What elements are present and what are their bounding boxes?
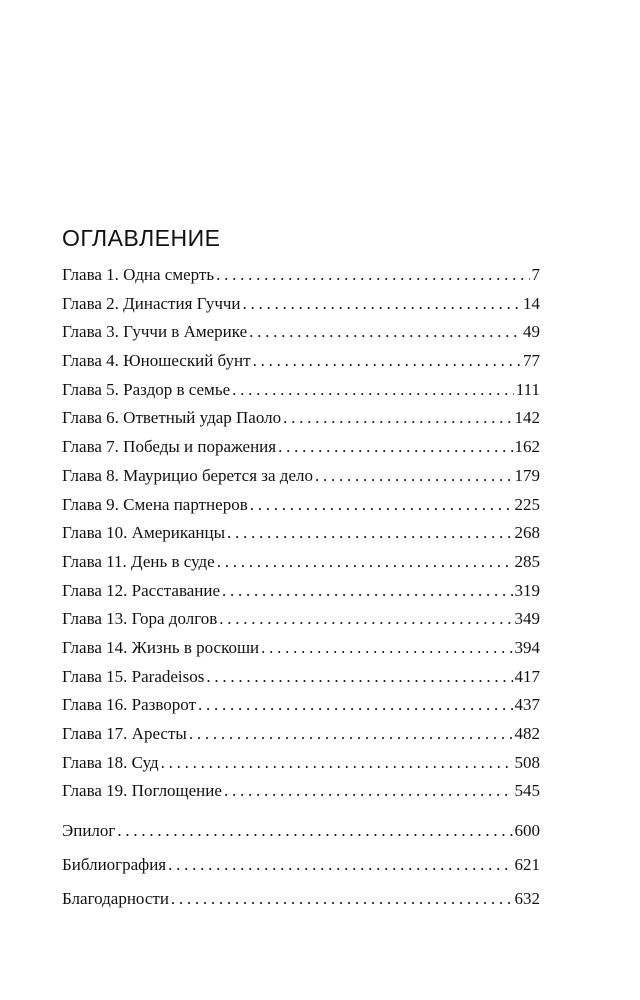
- toc-chapter-2[interactable]: [62, 290, 540, 319]
- dot-leader: [198, 691, 512, 719]
- dot-leader: [161, 749, 513, 777]
- toc-acknowledgements[interactable]: [62, 882, 540, 916]
- toc-entry-title: Глава 5. Раздор в семье: [62, 379, 231, 399]
- toc-entry-page: 437: [514, 695, 540, 715]
- dot-leader: [217, 548, 513, 576]
- dot-leader: [243, 290, 521, 318]
- toc-entry-title: Глава 6. Ответный удар Паоло: [62, 408, 282, 428]
- toc-entry-title: Глава 3. Гуччи в Америке: [62, 322, 248, 342]
- toc-chapter-12[interactable]: [62, 577, 540, 606]
- toc-chapter-14[interactable]: [62, 634, 540, 663]
- toc-entry-page: 111: [515, 379, 540, 399]
- toc-chapter-5[interactable]: [62, 376, 540, 405]
- toc-entry-title: Глава 12. Расставание: [62, 580, 221, 600]
- toc-entry-title: Глава 15. Paradeisos: [62, 666, 205, 686]
- dot-leader: [224, 777, 513, 805]
- dot-leader: [261, 634, 512, 662]
- toc-entry-title: Глава 7. Победы и поражения: [62, 437, 277, 457]
- toc-entry-page: 482: [514, 724, 540, 743]
- dot-leader: [278, 433, 512, 461]
- dot-leader: [253, 347, 521, 375]
- dot-leader: [206, 663, 512, 691]
- toc-entry-title: Глава 19. Поглощение: [62, 781, 222, 801]
- toc-chapter-7[interactable]: [62, 433, 540, 462]
- toc-entry-title: Глава 11. День в суде: [62, 551, 215, 571]
- toc-entry-title: Глава 18. Суд: [62, 752, 159, 772]
- toc-entry-page: 7: [531, 265, 540, 284]
- toc-chapter-15[interactable]: [62, 663, 540, 692]
- dot-leader: [168, 848, 512, 882]
- toc-chapter-6[interactable]: [62, 404, 540, 433]
- toc-entry-title: Глава 10. Американцы: [62, 523, 226, 543]
- toc-entry-page: 600: [514, 821, 540, 841]
- dot-leader: [216, 261, 529, 289]
- dot-leader: [219, 605, 512, 633]
- dot-leader: [227, 519, 512, 547]
- toc-entry-page: 417: [514, 666, 540, 686]
- dot-leader: [171, 882, 513, 916]
- toc-entry-title: Глава 8. Маурицио берется за дело: [62, 465, 313, 485]
- toc-chapter-11[interactable]: [62, 548, 540, 577]
- toc-entry-title: Глава 16. Разворот: [62, 695, 197, 715]
- toc-chapter-17[interactable]: [62, 720, 540, 749]
- toc-entry-page: 225: [514, 494, 540, 514]
- toc-entry-page: 49: [523, 322, 540, 342]
- toc-entry-page: 285: [514, 551, 540, 571]
- dot-leader: [189, 720, 513, 748]
- toc-entry-page: 545: [514, 781, 540, 801]
- toc-entry-title: Благодарности: [62, 889, 169, 909]
- dot-leader: [283, 404, 512, 432]
- toc-entry-title: Глава 9. Смена партнеров: [62, 494, 248, 514]
- toc-entry-title: Библиография: [62, 855, 167, 875]
- toc-chapter-19[interactable]: [62, 777, 540, 806]
- toc-chapter-3[interactable]: [62, 318, 540, 347]
- table-of-contents: [62, 261, 540, 916]
- toc-chapter-18[interactable]: [62, 749, 540, 778]
- toc-chapter-9[interactable]: [62, 491, 540, 520]
- dot-leader: [117, 814, 512, 848]
- toc-chapter-10[interactable]: [62, 519, 540, 548]
- toc-entry-title: Глава 17. Аресты: [62, 724, 187, 743]
- page-title: ОГЛАВЛЕНИЕ: [62, 225, 221, 252]
- toc-entry-page: 349: [514, 609, 540, 629]
- toc-entry-page: 319: [514, 580, 540, 600]
- dot-leader: [232, 376, 514, 404]
- toc-chapter-16[interactable]: [62, 691, 540, 720]
- dot-leader: [222, 577, 512, 605]
- toc-entry-page: 268: [514, 523, 540, 543]
- toc-chapter-4[interactable]: [62, 347, 540, 376]
- toc-entry-page: 142: [514, 408, 540, 428]
- toc-entry-page: 632: [514, 889, 540, 909]
- toc-entry-page: 77: [523, 351, 540, 371]
- toc-entry-page: 162: [514, 437, 540, 457]
- toc-entry-title: Эпилог: [62, 821, 116, 841]
- dot-leader: [315, 462, 513, 490]
- dot-leader: [249, 318, 521, 346]
- toc-entry-page: 179: [514, 465, 540, 485]
- toc-chapter-8[interactable]: [62, 462, 540, 491]
- toc-entry-page: 14: [523, 293, 540, 313]
- toc-chapter-1[interactable]: [62, 261, 540, 290]
- toc-entry-page: 394: [514, 637, 540, 657]
- toc-entry-page: 621: [514, 855, 540, 875]
- toc-bibliography[interactable]: [62, 848, 540, 882]
- toc-entry-title: Глава 13. Гора долгов: [62, 609, 218, 629]
- dot-leader: [250, 491, 513, 519]
- toc-epilogue[interactable]: [62, 814, 540, 848]
- toc-entry-title: Глава 14. Жизнь в роскоши: [62, 637, 260, 657]
- toc-entry-page: 508: [514, 752, 540, 772]
- toc-entry-title: Глава 2. Династия Гуччи: [62, 293, 241, 313]
- toc-entry-title: Глава 4. Юношеский бунт: [62, 351, 251, 371]
- toc-entry-title: Глава 1. Одна смерть: [62, 265, 215, 284]
- toc-chapter-13[interactable]: [62, 605, 540, 634]
